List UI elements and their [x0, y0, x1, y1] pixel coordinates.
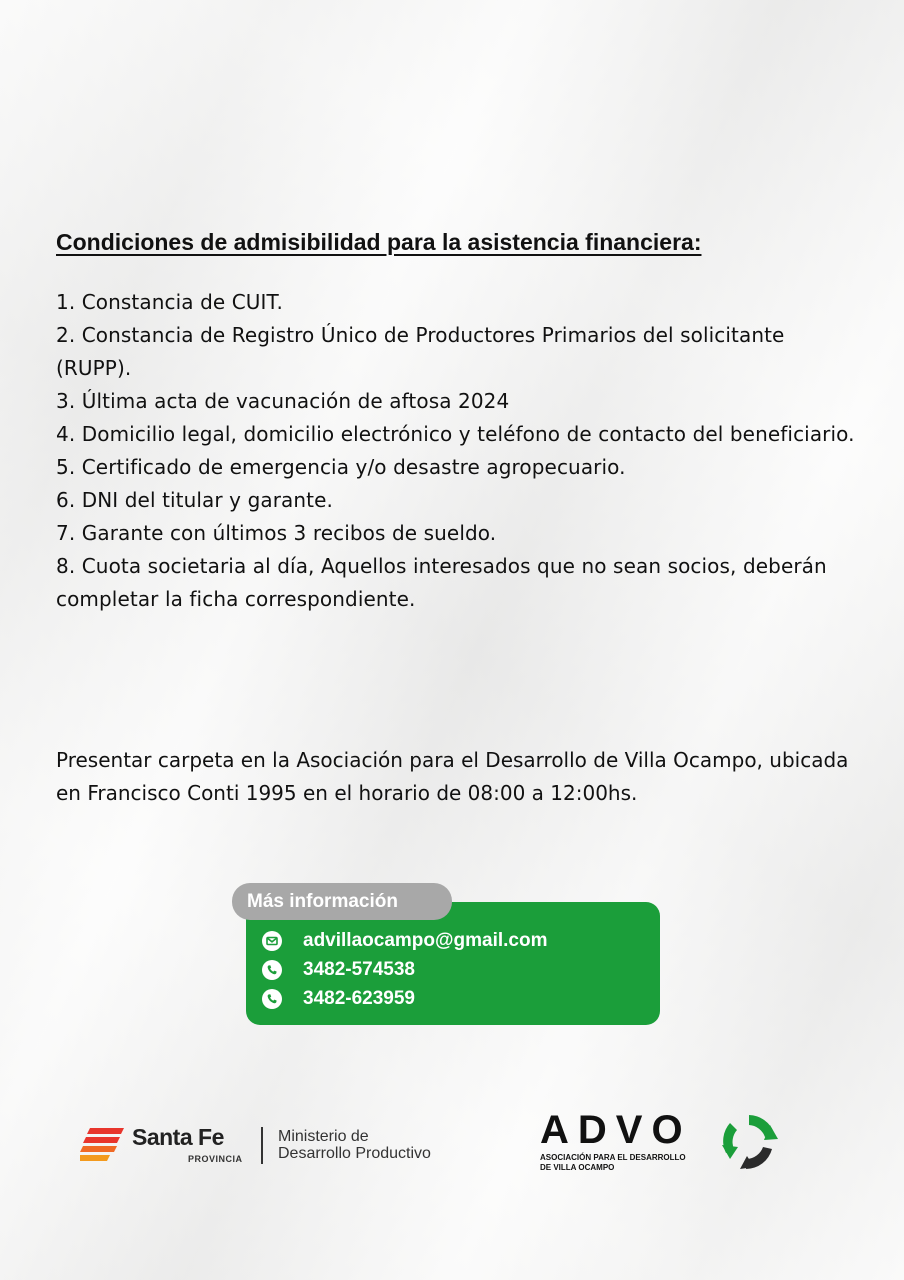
page-heading: Condiciones de admisibilidad para la asistencia financiera:: [56, 229, 702, 255]
ministry-name: [278, 1128, 431, 1162]
requirement-item: 6. DNI del titular y garante.: [56, 488, 333, 512]
recycle-icon: [718, 1111, 780, 1173]
requirement-item: 4. Domicilio legal, domicilio electrónico y teléfono de contacto del beneficiario.: [56, 422, 855, 446]
santa-fe-stripes-icon: [80, 1126, 128, 1166]
advo-sub-line-2: DE VILLA OCAMPO: [540, 1163, 615, 1172]
requirement-item: 3. Última acta de vacunación de aftosa 2024: [56, 389, 510, 413]
requirement-item: 8. Cuota societaria al día, Aquellos interesados que no sean socios, deberán completar la ficha correspondiente.: [56, 554, 827, 611]
requirement-item: 5. Certificado de emergencia y/o desastre agropecuario.: [56, 455, 626, 479]
phone-row-1: [262, 959, 415, 981]
advo-subtitle: [540, 1153, 686, 1173]
requirements-list: [56, 286, 856, 616]
phone-icon: [262, 989, 282, 1009]
requirement-item: 1. Constancia de CUIT.: [56, 290, 283, 314]
advo-sub-line-1: ASOCIACIÓN PARA EL DESARROLLO: [540, 1153, 686, 1162]
logo-divider: [261, 1127, 263, 1164]
more-info-tab: Más información: [232, 883, 452, 920]
phone-number-1[interactable]: 3482-574538: [303, 959, 415, 980]
requirement-item: 7. Garante con últimos 3 recibos de sueldo.: [56, 521, 497, 545]
santa-fe-province: PROVINCIA: [188, 1154, 243, 1164]
advo-letters: ADVO: [540, 1108, 692, 1152]
ministry-line-1: Ministerio de: [278, 1128, 369, 1145]
phone-row-2: [262, 988, 415, 1010]
santa-fe-logo: [80, 1124, 480, 1169]
santa-fe-name: Santa Fe: [132, 1124, 224, 1150]
phone-icon: [262, 960, 282, 980]
requirements-section: [56, 226, 856, 616]
email-row: [262, 930, 548, 952]
ministry-line-2: Desarrollo Productivo: [278, 1145, 431, 1162]
advo-logo: [540, 1108, 785, 1178]
phone-number-2[interactable]: 3482-623959: [303, 988, 415, 1009]
email-icon: [262, 931, 282, 951]
requirement-item: 2. Constancia de Registro Único de Productores Primarios del solicitante (RUPP).: [56, 323, 785, 380]
email-link[interactable]: advillaocampo@gmail.com: [303, 930, 548, 951]
presentation-text: Presentar carpeta en la Asociación para el Desarrollo de Villa Ocampo, ubicada en Francisco Conti 1995 en el horario de 08:00 a 12:00hs.: [56, 748, 849, 805]
